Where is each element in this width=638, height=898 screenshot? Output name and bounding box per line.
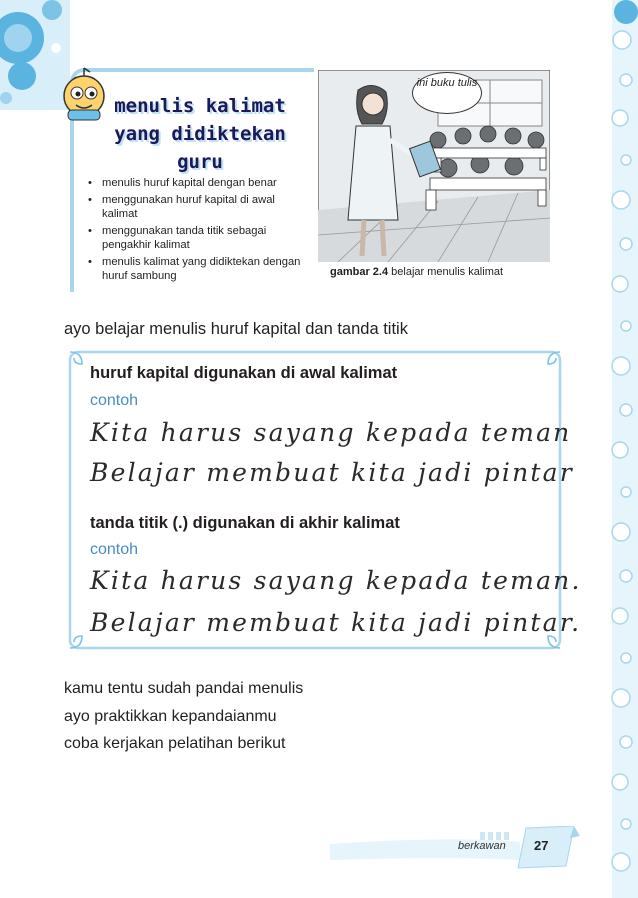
speech-bubble: ini buku tulis: [412, 72, 482, 114]
objective-title-line: guru: [177, 151, 223, 173]
example-label: contoh: [90, 541, 139, 558]
rule-heading: tanda titik (.) digunakan di akhir kalimat: [90, 514, 400, 532]
objective-item: • menulis huruf kapital dengan benar: [84, 176, 304, 191]
example-sentence: Belajar membuat kita jadi pintar: [90, 458, 574, 487]
example-sentence: Belajar membuat kita jadi pintar.: [90, 608, 582, 637]
example-sentence: Kita harus sayang kepada teman.: [90, 566, 582, 595]
figure-caption-text: belajar menulis kalimat: [391, 266, 504, 278]
closing-line: ayo praktikkan kepandaianmu: [64, 708, 277, 725]
objective-title: [100, 92, 300, 176]
figure-caption-label: gambar 2.4: [330, 266, 389, 278]
rule-heading: huruf kapital digunakan di awal kalimat: [90, 364, 398, 382]
footer-book-word: berkawan: [458, 840, 506, 852]
example-label: contoh: [90, 392, 139, 409]
right-bubble-border: [604, 0, 638, 898]
page-number: 27: [534, 838, 549, 853]
objective-title-line: yang didiktekan: [114, 123, 286, 145]
figure-caption: [330, 266, 503, 278]
objective-title-line: menulis kalimat: [114, 95, 286, 117]
objective-item: • menggunakan tanda titik sebagai pengakhir kalimat: [84, 224, 304, 253]
objective-item: • menulis kalimat yang didiktekan dengan huruf sambung: [84, 255, 304, 284]
example-sentence: Kita harus sayang kepada teman: [90, 418, 572, 447]
main-heading: ayo belajar menulis huruf kapital dan tanda titik: [64, 320, 408, 338]
closing-line: kamu tentu sudah pandai menulis: [64, 680, 304, 697]
objective-item: • menggunakan huruf kapital di awal kalimat: [84, 193, 304, 222]
objective-list: [84, 176, 304, 286]
closing-line: coba kerjakan pelatihan berikut: [64, 735, 286, 752]
